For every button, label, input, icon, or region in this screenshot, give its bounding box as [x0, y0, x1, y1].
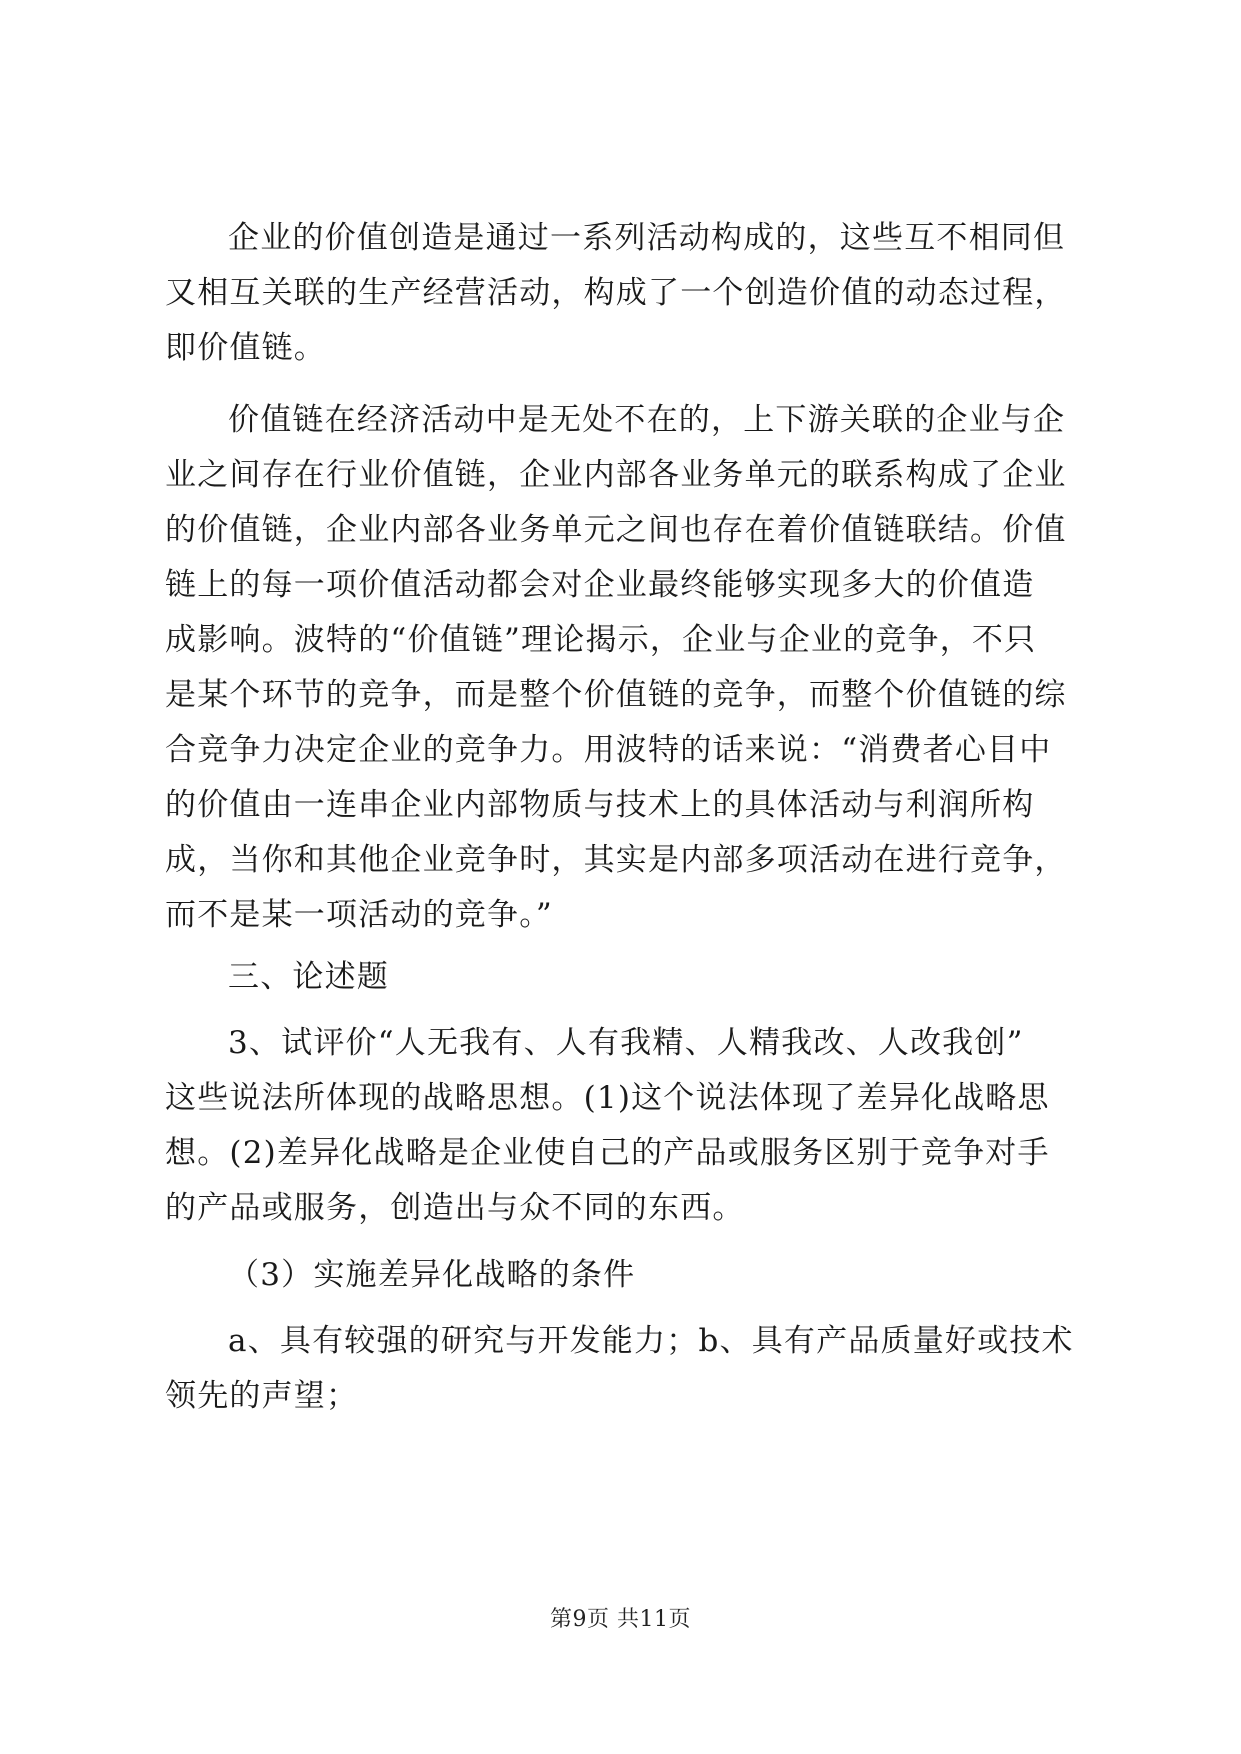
text-line: 成，当你和其他企业竞争时，其实是内部多项活动在进行竞争，	[165, 842, 1067, 878]
section-heading: 三、论述题	[228, 959, 389, 995]
text-line: 领先的声望；	[165, 1378, 359, 1414]
text-line: 的价值由一连串企业内部物质与技术上的具体活动与利润所构	[165, 787, 1035, 823]
text-line: 价值链在经济活动中是无处不在的，上下游关联的企业与企	[228, 402, 1066, 438]
text-line: 3、试评价“人无我有、人有我精、人精我改、人改我创”	[228, 1025, 1024, 1061]
text-line: 的价值链，企业内部各业务单元之间也存在着价值链联结。价值	[165, 512, 1067, 548]
text-line: 成影响。波特的“价值链”理论揭示，企业与企业的竞争，不只	[165, 622, 1037, 658]
text-line: 企业的价值创造是通过一系列活动构成的，这些互不相同但	[228, 220, 1066, 256]
page-number-footer: 第9页 共11页	[550, 1607, 691, 1632]
text-line: a、具有较强的研究与开发能力；b、具有产品质量好或技术	[228, 1323, 1074, 1359]
text-line: 链上的每一项价值活动都会对企业最终能够实现多大的价值造	[165, 567, 1035, 603]
text-line: 想。(2)差异化战略是企业使自己的产品或服务区别于竞争对手	[165, 1135, 1050, 1171]
text-line: 合竞争力决定企业的竞争力。用波特的话来说：“消费者心目中	[165, 732, 1052, 768]
text-line: 又相互关联的生产经营活动，构成了一个创造价值的动态过程，	[165, 275, 1067, 311]
text-line: 是某个环节的竞争，而是整个价值链的竞争，而整个价值链的综	[165, 677, 1067, 713]
subheading: （3）实施差异化战略的条件	[228, 1257, 636, 1293]
text-line: 这些说法所体现的战略思想。(1)这个说法体现了差异化战略思	[165, 1080, 1050, 1116]
text-line: 业之间存在行业价值链，企业内部各业务单元的联系构成了企业	[165, 457, 1067, 493]
text-line: 即价值链。	[165, 330, 326, 366]
text-line: 的产品或服务，创造出与众不同的东西。	[165, 1190, 745, 1226]
text-line: 而不是某一项活动的竞争。”	[165, 897, 553, 933]
